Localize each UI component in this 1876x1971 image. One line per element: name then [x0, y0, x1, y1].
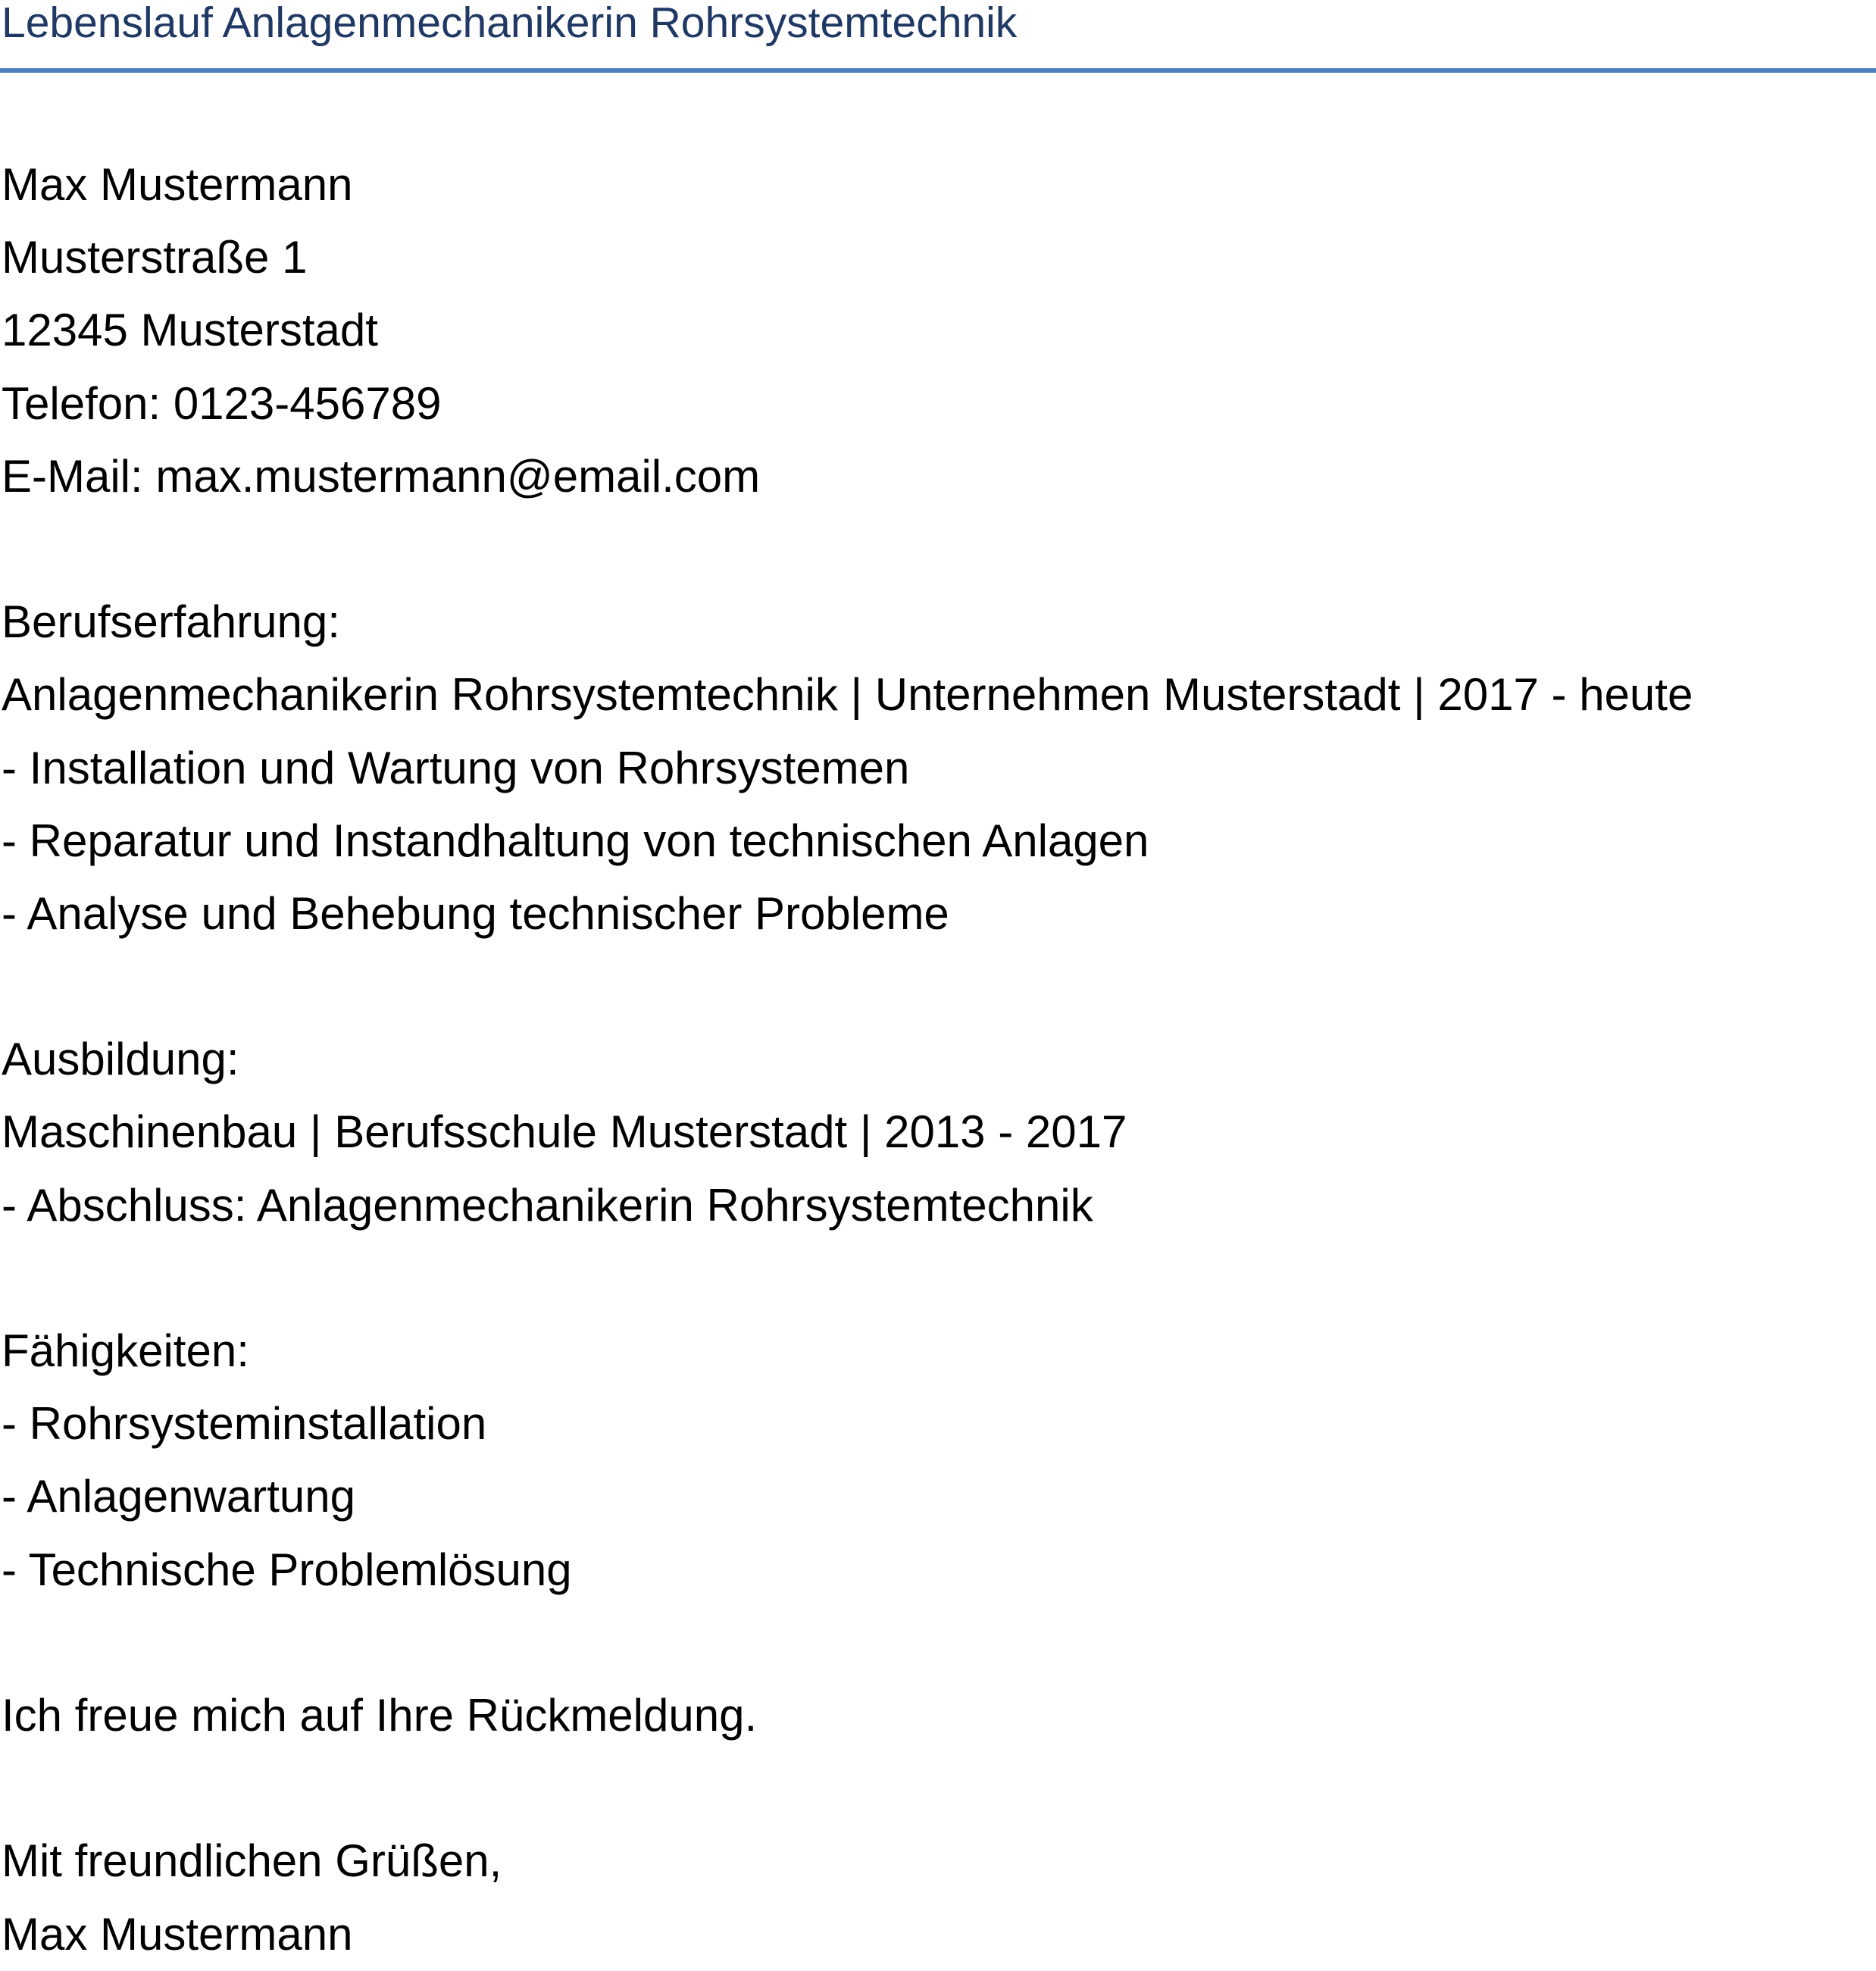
spacer: [2, 513, 1693, 586]
education-detail: - Abschluss: Anlagenmechanikerin Rohrsystemtechnik: [2, 1179, 1093, 1231]
document-body: [2, 149, 1693, 1971]
contact-street: Musterstraße 1: [2, 232, 308, 283]
document-title: Lebenslauf Anlagenmechanikerin Rohrsystemtechnik: [2, 0, 1018, 47]
experience-task: - Installation und Wartung von Rohrsystemen: [2, 742, 910, 793]
skill-item: - Rohrsysteminstallation: [2, 1398, 487, 1450]
title-underline-divider: [0, 68, 1876, 73]
spacer: [2, 1607, 1693, 1679]
contact-email: E-Mail: max.mustermann@email.com: [2, 450, 761, 502]
signature-name: Max Mustermann: [2, 1908, 353, 1960]
education-entry: Maschinenbau | Berufsschule Musterstadt | 2013 - 2017: [2, 1106, 1127, 1158]
skills-section: [2, 1315, 1693, 1607]
experience-section: [2, 586, 1693, 950]
contact-phone: Telefon: 0123-456789: [2, 377, 442, 429]
contact-city: 12345 Musterstadt: [2, 305, 378, 356]
experience-heading: Berufserfahrung:: [2, 596, 340, 648]
closing-salutation: Mit freundlichen Grüßen,: [2, 1835, 502, 1887]
experience-task: - Reparatur und Instandhaltung von technischen Anlagen: [2, 815, 1149, 866]
experience-task: - Analyse und Behebung technischer Probleme: [2, 887, 949, 939]
education-section: [2, 1023, 1693, 1242]
contact-name: Max Mustermann: [2, 159, 353, 210]
contact-block: [2, 149, 1693, 513]
closing-message: Ich freue mich auf Ihre Rückmeldung.: [2, 1689, 758, 1741]
education-heading: Ausbildung:: [2, 1034, 239, 1085]
spacer: [2, 950, 1693, 1023]
spacer: [2, 1752, 1693, 1825]
skill-item: - Technische Problemlösung: [2, 1544, 572, 1595]
skills-heading: Fähigkeiten:: [2, 1325, 249, 1376]
experience-position: Anlagenmechanikerin Rohrsystemtechnik | Unternehmen Musterstadt | 2017 - heute: [2, 669, 1693, 721]
spacer: [2, 1242, 1693, 1315]
skill-item: - Anlagenwartung: [2, 1471, 355, 1522]
